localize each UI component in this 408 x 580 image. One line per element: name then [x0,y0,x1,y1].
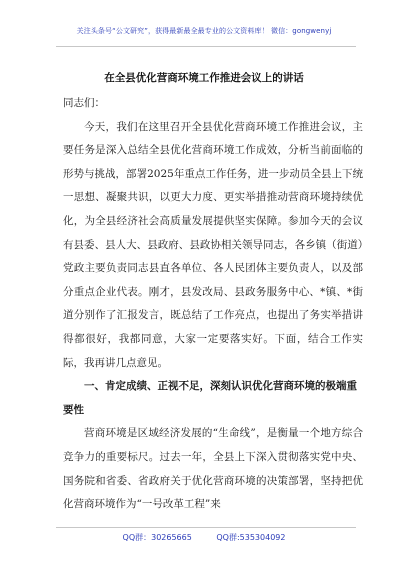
header-banner[interactable]: 关注头条号“公文研究”，获得最新最全最专业的公文资料库！ 微信：gongwenyj [76,27,332,35]
footer-divider [56,527,356,528]
section-paragraph: 营商环境是区域经济发展的“生命线”，是衡量一个地方综合竞争力的重要标尺。过去一年，全县上下深入贯彻落实党中央、国务院和省委、省政府关于优化营商环境的决策部署，坚持把优化营商环境作为“一号改革工程”来 [63,427,363,511]
document-body [63,92,363,517]
salutation: 同志们： [63,97,105,109]
footer [0,532,408,543]
section-heading: 一、肯定成绩、正视不足，深刻认识优化营商环境的极端重要性 [63,380,357,416]
body-paragraph: 今天，我们在这里召开全县优化营商环境工作推进会议，主要任务是深入总结全县优化营商环境工作成效，分析当前面临的形势与挑战，部署2025年重点工作任务，进一步动员全县上下统一思想、凝聚共识，以更大力度、更实举措推动营商环境持续优化，为全县经济社会高质量发展提供坚实保障。参加今天的会议有县委、县人大、县政府、县政协相关领导同志，各乡镇（街道）党政主要负责同志县直各单位、各人民团体主要负责人，以及部分重点企业代表。刚才，县发改局、县政务服务中心、*镇、*街道分别作了汇报发言，既总结了工作亮点，也提出了务实举措讲得都很好，我都同意，大家一定要落实好。下面，结合工作实际，我再讲几点意见。 [63,120,363,369]
footer-qq-group-2[interactable]: QQ群:535304092 [216,533,286,542]
page-title: 在全县优化营商环境工作推进会议上的讲话 [104,72,304,84]
header-divider [56,46,356,47]
footer-qq-group-1[interactable]: QQ群：30265665 [122,533,192,542]
